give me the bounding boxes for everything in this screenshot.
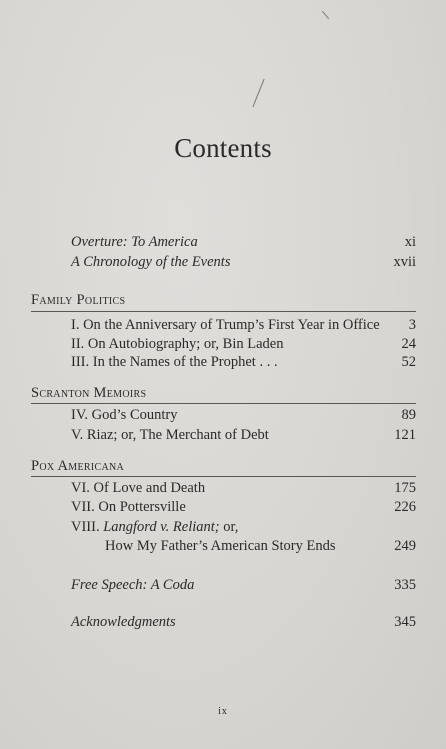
toc-entry-label[interactable]: A Chronology of the Events — [71, 254, 231, 270]
section-rule — [31, 403, 416, 404]
toc-entry-page: 3 — [408, 317, 416, 333]
toc-entry-label[interactable]: VI. Of Love and Death — [71, 480, 206, 496]
toc-entry-label[interactable]: VII. On Pottersville — [71, 499, 186, 515]
toc-entry-page: 175 — [394, 480, 416, 496]
toc-entry-page: 89 — [401, 407, 416, 423]
toc-entry-label[interactable]: Overture: To America — [71, 234, 198, 250]
toc-entry-label[interactable]: II. On Autobiography; or, Bin Laden — [71, 336, 284, 352]
toc-entry-label-prefix: VIII. — [71, 519, 104, 535]
section-heading: Family Politics — [31, 292, 126, 308]
toc-entry-label[interactable]: V. Riaz; or, The Merchant of Debt — [71, 427, 269, 443]
toc-entry-label[interactable]: Acknowledgments — [71, 614, 176, 630]
section-rule — [31, 311, 416, 312]
toc-entry-label[interactable]: IV. God’s Country — [71, 407, 178, 423]
toc-entry-page: 52 — [401, 354, 416, 370]
toc-entry-page: 335 — [394, 577, 416, 593]
toc-entry-label[interactable]: Free Speech: A Coda — [71, 577, 195, 593]
section-heading: Pox Americana — [31, 458, 125, 474]
toc-entry-label-italic: Langford v. Reliant; — [103, 519, 220, 535]
toc-entry-page: xi — [404, 234, 416, 250]
toc-entry-label[interactable]: How My Father’s American Story Ends — [105, 538, 336, 554]
toc-entry-label[interactable]: III. In the Names of the Prophet . . . — [71, 354, 278, 370]
toc-entry-page: xvii — [393, 254, 416, 270]
section-rule — [31, 476, 416, 477]
section-heading: Scranton Memoirs — [31, 385, 147, 401]
toc-entry-page: 345 — [394, 614, 416, 630]
toc-entry-label-suffix: or, — [219, 519, 239, 535]
toc-entry-page: 121 — [394, 427, 416, 443]
page-folio: ix — [218, 706, 228, 717]
toc-entry-page: 226 — [394, 499, 416, 515]
toc-entry-page: 24 — [401, 336, 416, 352]
toc-entry-page: 249 — [394, 538, 416, 554]
page-title: Contents — [174, 133, 272, 164]
toc-entry-label[interactable] — [71, 518, 238, 536]
toc-entry-label[interactable]: I. On the Anniversary of Trump’s First Year in Office — [71, 317, 380, 333]
